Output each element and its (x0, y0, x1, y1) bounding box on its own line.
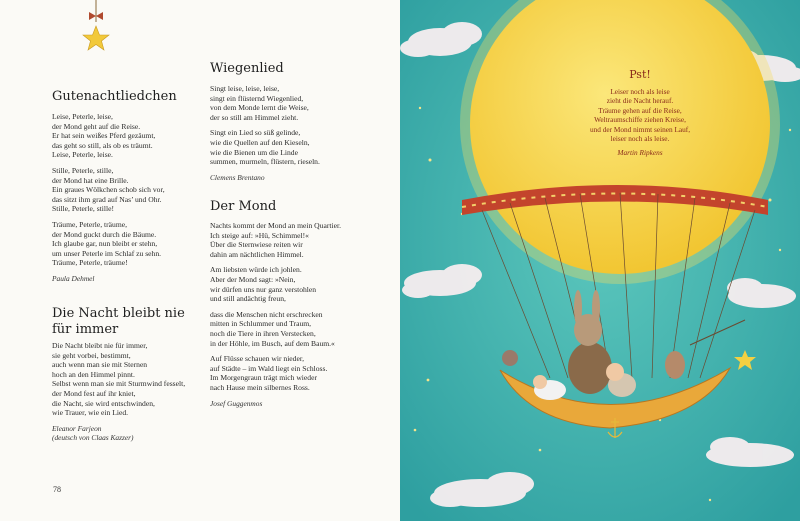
poem-author: Paula Dehmel (52, 273, 95, 283)
stanza: Auf Flüsse schauen wir nieder, auf Städte – im Wald liegt ein Schloss. Im Morgengraun trägt mich wieder nach Hause mein silbernes Ross. (210, 354, 328, 392)
stanza: Leise, Peterle, leise, der Mond geht auf die Reise. Er hat sein weißes Pferd gezäumt, das geht so still, als ob es träumt. Leise, Peterle, leise. (52, 112, 156, 160)
stanza: Nachts kommt der Mond an mein Quartier. Ich steige auf: »Hü, Schimmel!« Über die Sternwiese reiten wir dahin am nächtlichen Himmel. (210, 221, 341, 259)
hanging-star-icon (80, 0, 112, 56)
stanza: Stille, Peterle, stille, der Mond hat eine Brille. Ein graues Wölkchen schob sich vor, das sitzt ihm grad auf Nas’ und Ohr. Stille, Peterle, stille! (52, 165, 165, 214)
poem-title: Der Mond (210, 199, 277, 214)
poem-body: Leiser noch als leise zieht die Nacht herauf. Träume gehen auf die Reise, Weltraumschiffe ziehen Kreise, und der Mond nimmt seinen Lauf, leiser noch als leise. (589, 87, 691, 144)
stanza: dass die Menschen nicht erschrecken mitten in Schlummer und Traum, noch die Tiere in ihren Verstecken, in der Höhle, im Busch, auf dem Baum.« (210, 309, 335, 348)
poem-author: Martin Ripkens (617, 148, 663, 158)
poem-author: Josef Guggenmos (210, 398, 263, 408)
poem-body (52, 112, 212, 284)
poem-body (210, 221, 385, 408)
poem-body (52, 341, 212, 443)
poem-title: Pst! (629, 68, 651, 81)
poem-title: Die Nacht bleibt nie für immer (52, 306, 185, 337)
right-page-illustration (400, 0, 800, 521)
stanza: Am liebsten würde ich johlen. Aber der Mond sagt: »Nein, wir dürfen uns nur ganz verstohlen und still andächtig freun, (210, 265, 317, 304)
stanza: Singt leise, leise, leise, singt ein flüsternd Wiegenlied, von dem Monde lernt die Weise, der so still am Himmel zieht. (210, 84, 309, 122)
stanza: Singt ein Lied so süß gelinde, wie die Quellen auf den Kieseln, wie die Bienen um die Linde summen, murmeln, flüstern, rieseln. (210, 128, 320, 167)
stanza: Träume, Peterle, träume, der Mond guckt durch die Bäume. Ich glaube gar, nun bleibt er stehn, um unser Peterle im Schlaf zu sehn. Träume, Peterle, träume! (52, 219, 162, 268)
poem-pst (540, 68, 740, 157)
poem-author: Clemens Brentano (210, 172, 265, 182)
page-number: 78 (53, 485, 61, 494)
poem-title: Gutenachtliedchen (52, 89, 177, 104)
poem-body (210, 84, 380, 182)
poem-title: Wiegenlied (210, 61, 284, 76)
stanza: Die Nacht bleibt nie für immer, sie geht vorbei, bestimmt, auch wenn man sie mit Sternen hoch an den Himmel pinnt. Selbst wenn man sie mit Sturmwind fesselt, der Mond fest auf ihr kniet, die Nacht, sie wird entschwinden, wie Trauer, wie ein Lied. (52, 341, 186, 418)
poem-author: Eleanor Farjeon (deutsch von Claas Kazzer) (52, 423, 134, 443)
